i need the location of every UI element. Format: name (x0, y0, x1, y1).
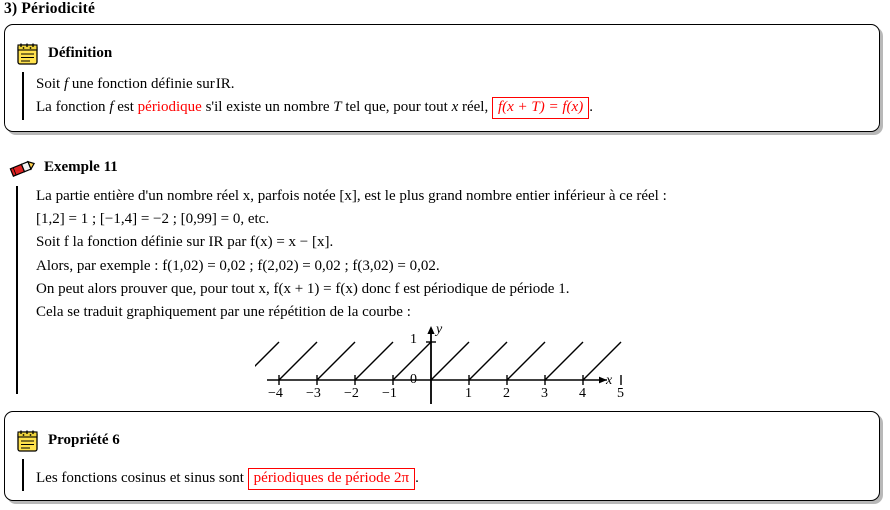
definition-line2-T: T (333, 99, 342, 115)
propriete-text (36, 468, 419, 490)
propriete-text-end: . (415, 470, 419, 486)
definition-line2-rest2: tel que, pour tout (345, 99, 448, 115)
definition-formula: f(x + T) = f(x) (492, 97, 589, 119)
page-title: 3) Périodicité (4, 0, 96, 17)
graph-x-tick--1: −1 (382, 386, 397, 401)
definition-line2-rest: s'il existe un nombre (205, 99, 330, 115)
definition-header (14, 40, 112, 66)
definition-line2-f: f (109, 99, 114, 115)
propriete-header (14, 427, 120, 453)
definition-rule (22, 72, 24, 120)
graph-x-tick-2: 2 (503, 386, 510, 401)
definition-line2-mid: est (117, 99, 134, 115)
definition-line2-x: x (451, 99, 459, 115)
example-line-2: [1,2] = 1 ; [−1,4] = −2 ; [0,99] = 0, etc. (36, 211, 270, 227)
graph-x-tick--2: −2 (344, 386, 359, 401)
graph-y-axis-label: y (436, 322, 443, 337)
pencil-icon (8, 155, 36, 179)
example-line-3: Soit f la fonction définie sur IR par f(x) = x − [x]. (36, 234, 334, 250)
graph-y-tick-1: 1 (410, 332, 417, 347)
definition-line1-f: f (63, 76, 69, 92)
definition-line1-prefix: Soit (36, 76, 61, 92)
graph-x-tick-3: 3 (541, 386, 548, 401)
floor-function-graph (255, 318, 655, 410)
graph-x-tick-1: 1 (465, 386, 472, 401)
example-header (8, 155, 118, 179)
definition-keyword-periodique: périodique (137, 99, 202, 115)
example-heading: Exemple 11 (44, 158, 118, 175)
graph-x-tick-4: 4 (579, 386, 586, 401)
example-rule (16, 186, 18, 394)
graph-origin-label: 0 (410, 372, 417, 387)
definition-line2-rest3: réel, (462, 99, 489, 115)
propriete-text-prefix: Les fonctions cosinus et sinus sont (36, 470, 244, 486)
notepad-icon (14, 427, 40, 453)
graph-x-tick--3: −3 (306, 386, 321, 401)
graph-x-tick-5: 5 (617, 386, 624, 401)
example-line-5: On peut alors prouver que, pour tout x, f(x + 1) = f(x) donc f est périodique de période 1. (36, 281, 570, 297)
notepad-icon (14, 40, 40, 66)
definition-line-2 (36, 97, 593, 119)
example-line-4: Alors, par exemple : f(1,02) = 0,02 ; f(2,02) = 0,02 ; f(3,02) = 0,02. (36, 258, 440, 274)
definition-line2-prefix: La fonction (36, 99, 106, 115)
propriete-heading: Propriété 6 (48, 431, 120, 448)
example-line-6: Cela se traduit graphiquement par une répétition de la courbe : (36, 304, 411, 320)
graph-x-axis-label: x (606, 373, 613, 388)
example-line-1: La partie entière d'un nombre réel x, parfois notée [x], est le plus grand nombre entier inférieur à ce réel : (36, 188, 667, 204)
propriete-highlight: périodiques de période 2π (248, 468, 415, 490)
definition-line1-end: . (230, 76, 235, 92)
definition-line-1 (36, 74, 234, 95)
propriete-rule (22, 459, 24, 491)
definition-line1-reals: IR (215, 76, 231, 92)
definition-heading: Définition (48, 44, 113, 61)
definition-line1-rest: une fonction définie sur (71, 76, 215, 92)
definition-formula-end: . (589, 99, 593, 115)
graph-x-tick--4: −4 (268, 386, 283, 401)
